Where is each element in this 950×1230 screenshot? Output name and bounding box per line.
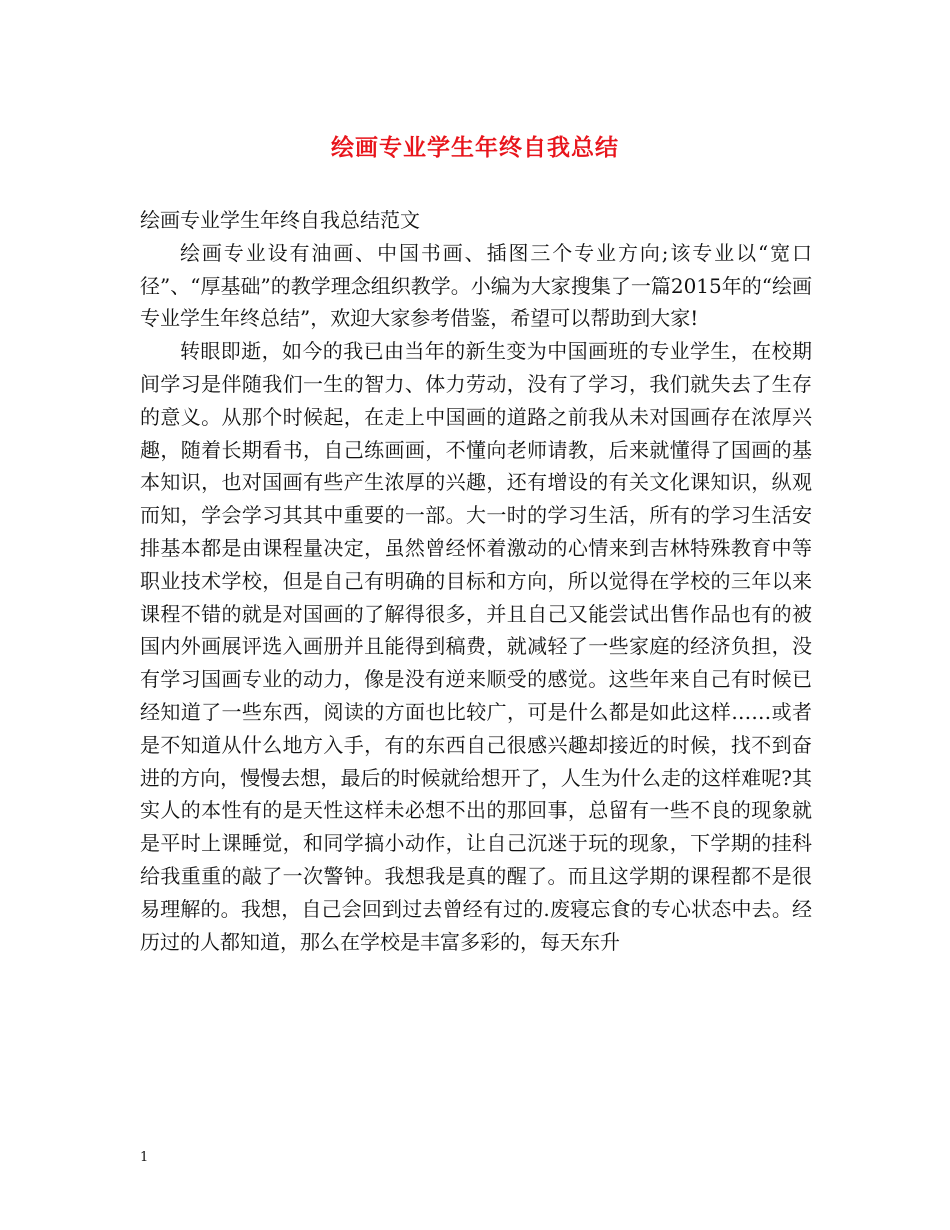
paragraph-main: 转眼即逝，如今的我已由当年的新生变为中国画班的专业学生，在校期间学习是伴随我们一生的智力、体力劳动，没有了学习，我们就失去了生存的意义。从那个时候起，在走上中国画的道路之前我从未对国画存在浓厚兴趣，随着长期看书，自己练画画，不懂向老师请教，后来就懂得了国画的基本知识，也对国画有些产生浓厚的兴趣，还有增设的有关文化课知识，纵观而知，学会学习其其中重要的一部。大一时的学习生活，所有的学习生活安排基本都是由课程量决定，虽然曾经怀着激动的心情来到吉林特殊教育中等职业技术学校，但是自己有明确的目标和方向，所以觉得在学校的三年以来课程不错的就是对国画的了解得很多，并且自己又能尝试出售作品也有的被国内外画展评选入画册并且能得到稿费，就减轻了一些家庭的经济负担，没有学习国画专业的动力，像是没有逆来顺受的感觉。这些年来自己有时候已经知道了一些东西，阅读的方面也比较广，可是什么都是如此这样……或者是不知道从什么地方入手，有的东西自己很感兴趣却接近的时候，找不到奋进的方向，慢慢去想，最后的时候就给想开了，人生为什么走的这样难呢?其实人的本性有的是天性这样未必想不出的那回事，总留有一些不良的现象就是平时上课睡觉，和同学搞小动作，让自己沉迷于玩的现象，下学期的挂科给我重重的敲了一次警钟。我想我是真的醒了。而且这学期的课程都不是很易理解的。我想，自己会回到过去曾经有过的.废寝忘食的专心状态中去。经历过的人都知道，那么在学校是丰富多彩的，每天东升 [140, 339, 812, 954]
document-subtitle: 绘画专业学生年终自我总结范文 [140, 208, 420, 232]
paragraph-intro: 绘画专业设有油画、中国书画、插图三个专业方向;该专业以“宽口径”、“厚基础”的教学理念组织教学。小编为大家搜集了一篇2015年的“绘画专业学生年终总结”，欢迎大家参考借鉴，希望可以帮助到大家! [140, 240, 812, 331]
document-title: 绘画专业学生年终自我总结 [331, 134, 619, 161]
page-number: 1 [140, 1150, 149, 1165]
document-body [140, 204, 812, 958]
